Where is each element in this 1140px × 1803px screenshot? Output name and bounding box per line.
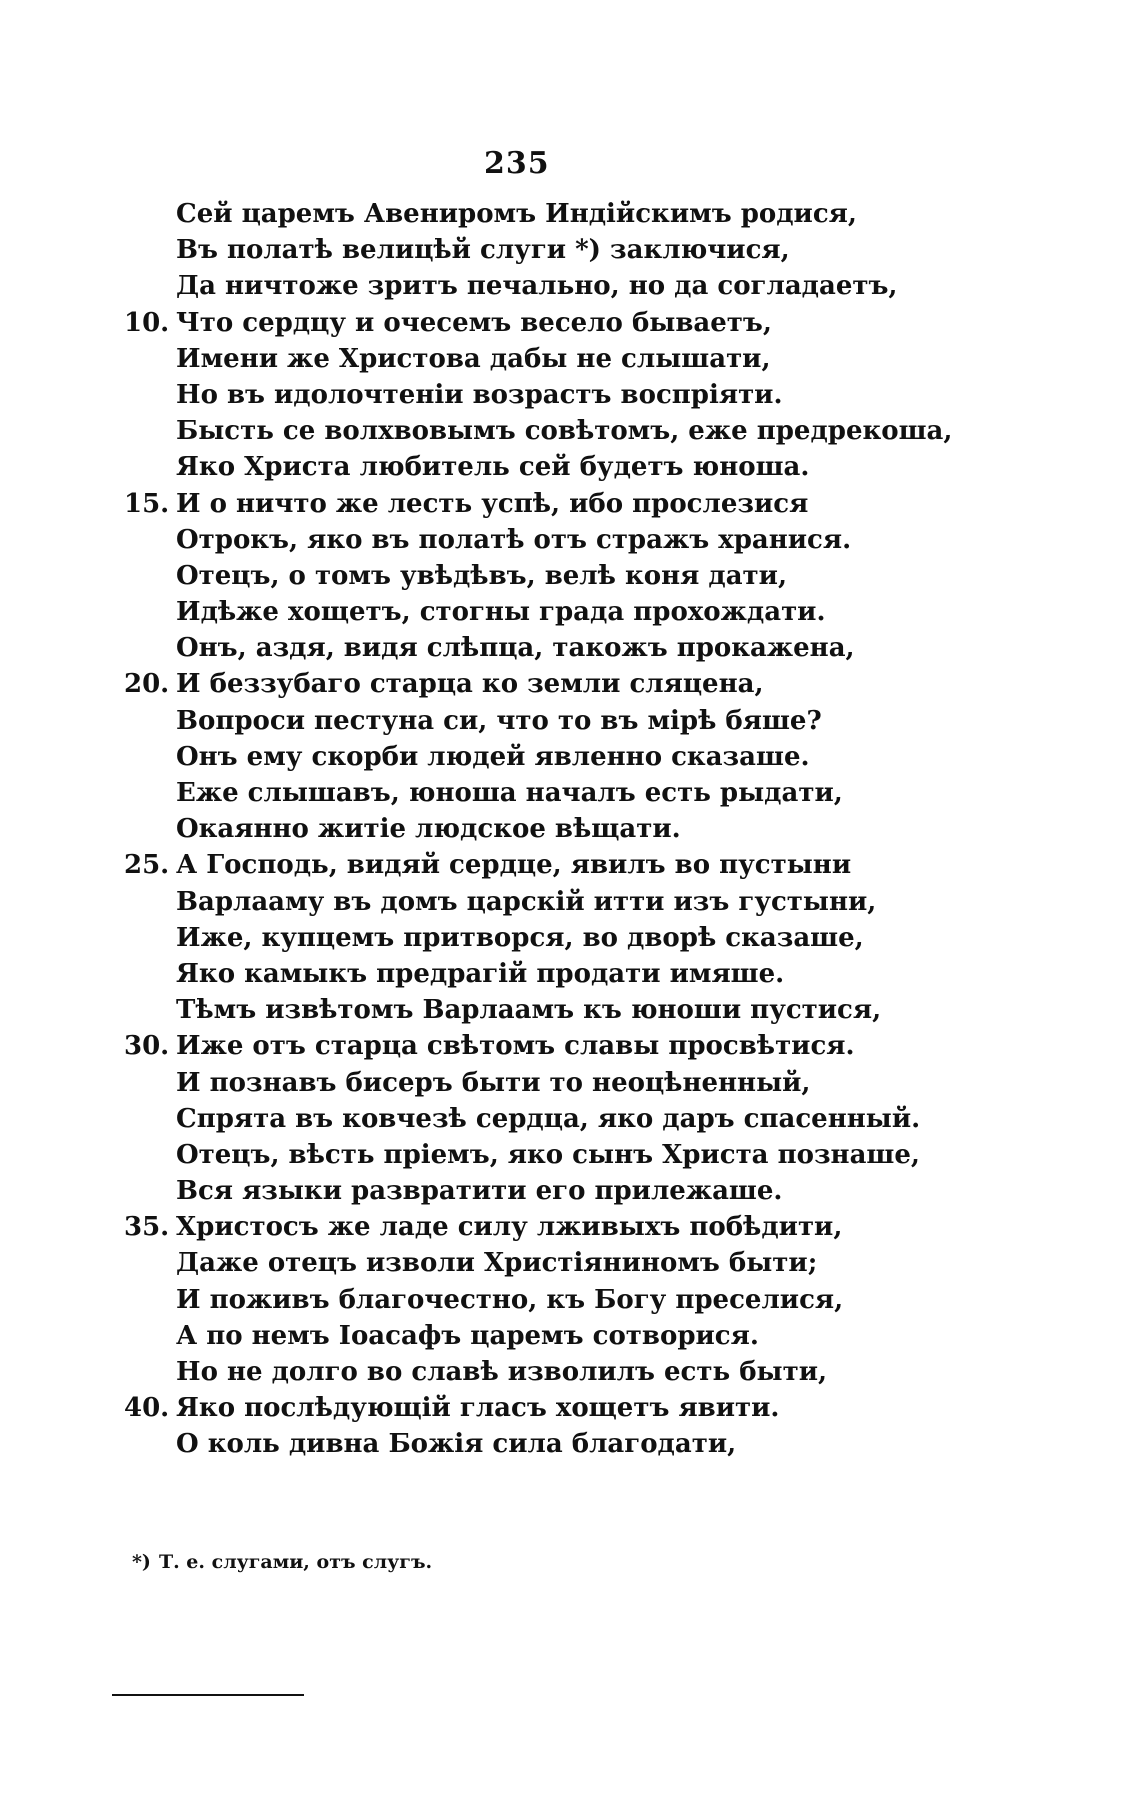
poem-line	[0, 196, 1140, 232]
line-text: Сей царемъ Авениромъ Индійскимъ родися,	[176, 199, 857, 229]
poem-line	[0, 1390, 1140, 1426]
line-text: Даже отецъ изволи Христіяниномъ быти;	[176, 1248, 818, 1279]
poem-line	[0, 1282, 1140, 1318]
footnote-marker: *)	[132, 1551, 151, 1573]
line-text: Имени же Христова дабы не слышати,	[176, 343, 771, 374]
line-text: И о ничто же лесть успѣ, ибо прослезися	[176, 488, 809, 519]
line-text: Вопроси пестуна си, что то въ мірѣ бяше?	[176, 705, 822, 736]
poem-line	[0, 956, 1140, 992]
footnote	[132, 1551, 432, 1573]
poem-line	[0, 1028, 1140, 1064]
poem-line	[0, 413, 1140, 449]
line-text: И беззубаго старца ко земли сляцена,	[176, 669, 764, 700]
line-text: Вся языки развратити его прилежаше.	[176, 1176, 783, 1207]
poem-line	[0, 847, 1140, 883]
poem-line	[0, 920, 1140, 956]
poem-line	[0, 1137, 1140, 1173]
line-text: О коль дивна Божія сила благодати,	[176, 1429, 737, 1460]
line-text: Онъ ему скорби людей явленно сказаше.	[176, 741, 810, 772]
poem-line	[0, 884, 1140, 920]
poem-line	[0, 305, 1140, 341]
line-text: Иже, купцемъ притворся, во дворѣ сказаше,	[176, 922, 864, 953]
poem-line	[0, 594, 1140, 630]
poem-line	[0, 341, 1140, 377]
poem-line	[0, 1173, 1140, 1209]
poem-text	[0, 196, 1140, 1463]
line-number: 15.	[124, 488, 170, 519]
poem-line	[0, 1354, 1140, 1390]
line-text: Онъ, аздя, видя слѣпца, такожъ прокажена,	[176, 633, 855, 664]
poem-line	[0, 739, 1140, 775]
poem-line	[0, 1101, 1140, 1137]
line-text: Но не долго во славѣ изволилъ есть быти,	[176, 1357, 828, 1387]
poem-line	[0, 1065, 1140, 1101]
poem-line	[0, 630, 1140, 666]
line-text: Спрята въ ковчезѣ сердца, яко даръ спасенный.	[176, 1103, 921, 1134]
poem-line	[0, 268, 1140, 304]
poem-line	[0, 703, 1140, 739]
line-text: Бысть се волхвовымъ совѣтомъ, еже предрекоша,	[176, 416, 953, 447]
poem-line	[0, 992, 1140, 1028]
line-text: Иже отъ старца свѣтомъ славы просвѣтися.	[176, 1031, 855, 1062]
line-text: Христосъ же ладе силу лживыхъ побѣдити,	[176, 1212, 843, 1243]
line-text: Въ полатѣ велицѣй слуги *) заключися,	[176, 235, 790, 266]
poem-line	[0, 1318, 1140, 1354]
line-text: Отецъ, вѣсть пріемъ, яко сынъ Христа познаше,	[176, 1139, 920, 1170]
line-text: А Господь, видяй сердце, явилъ во пустыни	[176, 850, 852, 881]
poem-line	[0, 811, 1140, 847]
poem-line	[0, 522, 1140, 558]
poem-line	[0, 486, 1140, 522]
line-text: Но въ идолочтеніи возрастъ воспріяти.	[176, 379, 783, 410]
poem-line	[0, 232, 1140, 268]
poem-line	[0, 1426, 1140, 1462]
line-number: 20.	[124, 669, 170, 700]
line-text: Варлааму въ домъ царскій итти изъ густыни,	[176, 886, 877, 917]
page-number: 235	[484, 146, 550, 181]
line-text: И познавъ бисеръ быти то неоцѣненный,	[176, 1067, 811, 1098]
poem-line	[0, 558, 1140, 594]
poem-line	[0, 377, 1140, 413]
poem-line	[0, 1209, 1140, 1245]
line-text: Отецъ, о томъ увѣдѣвъ, велѣ коня дати,	[176, 560, 787, 591]
poem-line	[0, 1245, 1140, 1281]
line-number: 40.	[124, 1393, 170, 1424]
footnote-separator	[112, 1694, 304, 1696]
line-text: Идѣже хощетъ, стогны града прохождати.	[176, 597, 826, 628]
poem-line	[0, 449, 1140, 485]
line-text: Яко Христа любитель сей будетъ юноша.	[176, 452, 810, 483]
line-text: Яко камыкъ предрагій продати имяше.	[176, 958, 785, 989]
line-text: Окаянно житіе людское вѣщати.	[176, 814, 681, 845]
line-text: Еже слышавъ, юноша началъ есть рыдати,	[176, 778, 843, 808]
line-text: А по немъ Іоасафъ царемъ сотворися.	[176, 1320, 759, 1351]
line-text: Отрокъ, яко въ полатѣ отъ стражъ хранися.	[176, 524, 852, 555]
line-number: 25.	[124, 850, 170, 881]
poem-line	[0, 666, 1140, 702]
line-number: 10.	[124, 307, 170, 338]
line-text: Тѣмъ извѣтомъ Варлаамъ къ юноши пустися,	[176, 995, 882, 1026]
line-number: 35.	[124, 1212, 170, 1243]
line-number: 30.	[124, 1031, 170, 1062]
line-text: Да ничтоже зритъ печально, но да согладаетъ,	[176, 271, 898, 302]
poem-line	[0, 775, 1140, 811]
line-text: И поживъ благочестно, къ Богу преселися,	[176, 1284, 844, 1315]
line-text: Что сердцу и очесемъ весело бываетъ,	[176, 307, 772, 338]
line-text: Яко послѣдующій гласъ хощетъ явити.	[176, 1393, 780, 1424]
footnote-text: Т. е. слугами, отъ слугъ.	[158, 1551, 433, 1573]
